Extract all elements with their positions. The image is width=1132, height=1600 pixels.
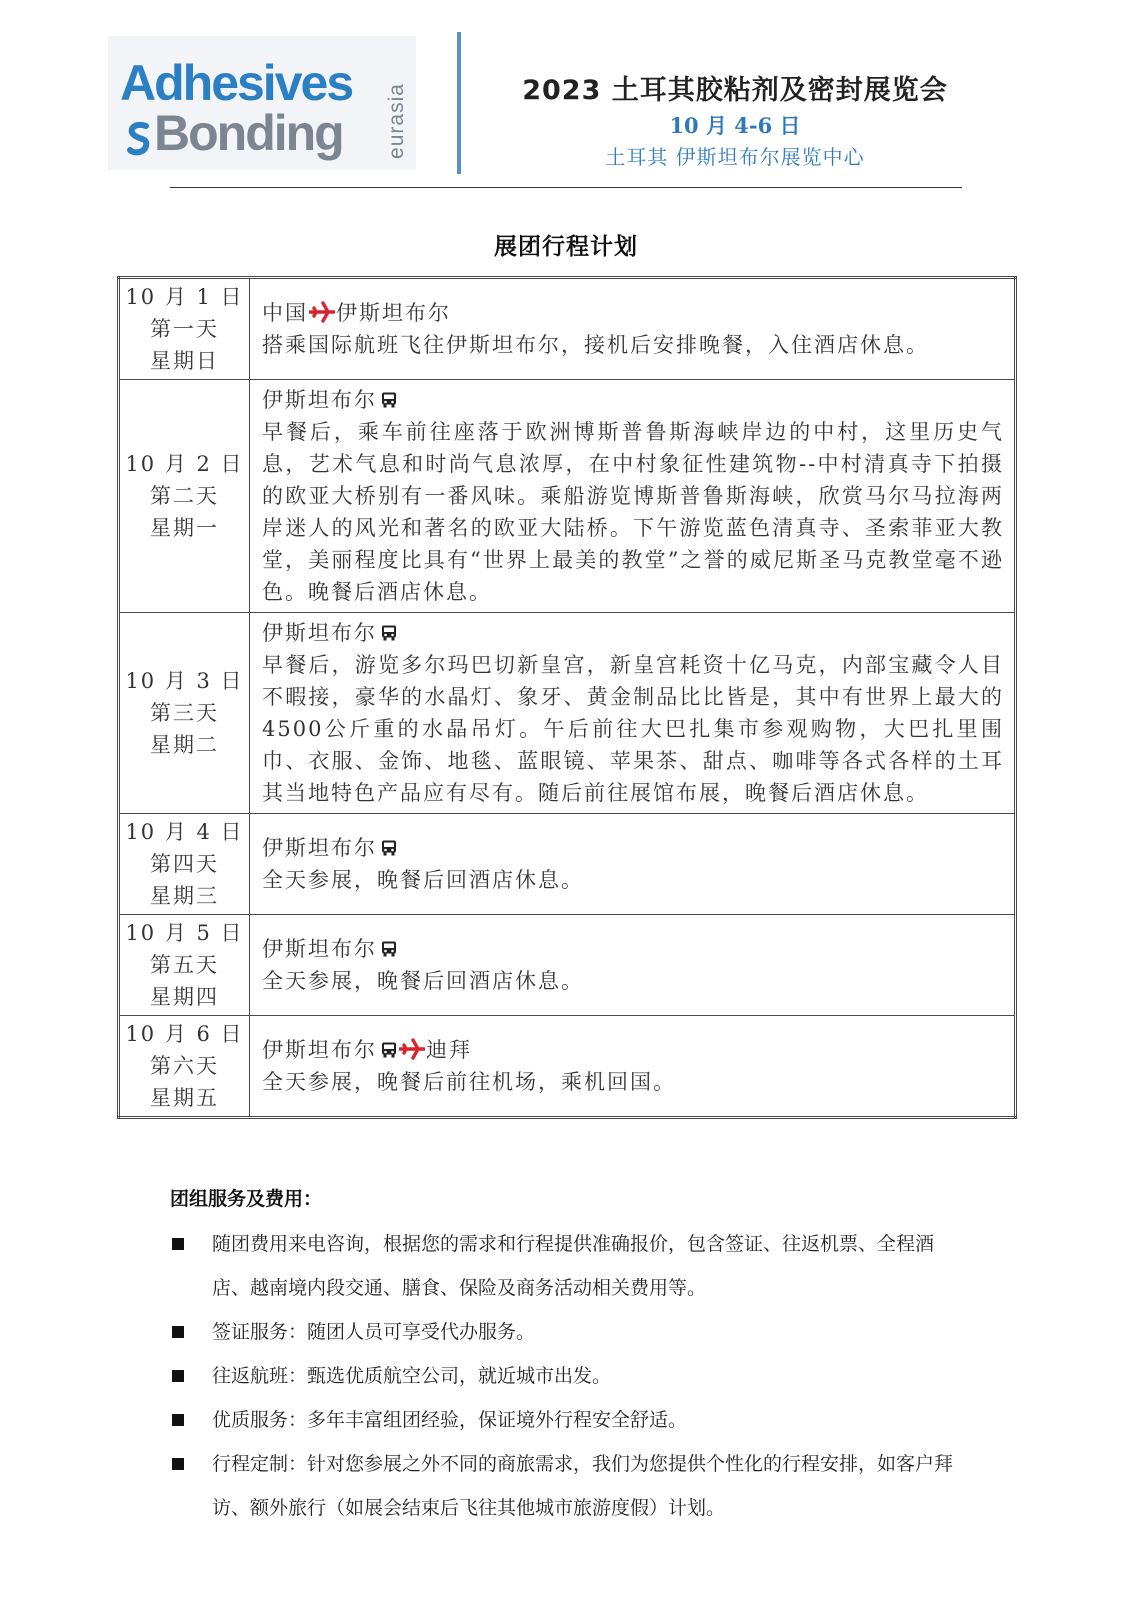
day-weekday: 星期四 — [150, 985, 219, 1009]
itinerary-row — [119, 1016, 1016, 1118]
day-description: 全天参展，晚餐后前往机场，乘机回国。 — [262, 1070, 676, 1094]
plane-icon — [309, 300, 335, 322]
square-bullet-icon — [172, 1414, 184, 1426]
day-number: 第四天 — [150, 852, 219, 876]
route-line — [262, 933, 1004, 965]
service-item — [170, 1310, 970, 1354]
day-date: 10 月 4 日 — [125, 820, 244, 844]
day-cell — [119, 814, 250, 915]
service-item — [170, 1442, 970, 1530]
services-list — [170, 1222, 970, 1530]
bus-icon — [380, 834, 398, 852]
day-date: 10 月 5 日 — [125, 921, 244, 945]
service-text: 往返航班：甄选优质航空公司，就近城市出发。 — [212, 1365, 612, 1387]
day-weekday: 星期三 — [150, 884, 219, 908]
day-description: 搭乘国际航班飞往伊斯坦布尔，接机后安排晚餐，入住酒店休息。 — [262, 333, 929, 357]
day-number: 第五天 — [150, 953, 219, 977]
header-rule — [170, 187, 962, 188]
route-from: 伊斯坦布尔 — [262, 836, 377, 860]
day-date: 10 月 6 日 — [125, 1022, 244, 1046]
day-cell — [119, 278, 250, 380]
day-cell — [119, 380, 250, 613]
description-cell — [250, 814, 1016, 915]
event-date: 10 月 4-6 日 — [669, 113, 801, 138]
service-item — [170, 1398, 970, 1442]
itinerary-table — [117, 276, 1017, 1119]
day-date: 10 月 1 日 — [125, 285, 244, 309]
day-weekday: 星期日 — [150, 349, 219, 373]
page-title: 展团行程计划 — [494, 234, 638, 260]
day-number: 第三天 — [150, 701, 219, 725]
route-to: 迪拜 — [426, 1038, 472, 1062]
day-number: 第六天 — [150, 1054, 219, 1078]
square-bullet-icon — [172, 1326, 184, 1338]
service-text: 行程定制：针对您参展之外不同的商旅需求，我们为您提供个性化的行程安排，如客户拜访、额外旅行（如展会结束后飞往其他城市旅游度假）计划。 — [212, 1453, 954, 1519]
service-text: 随团费用来电咨询，根据您的需求和行程提供准确报价，包含签证、往返机票、全程酒店、越南境内段交通、膳食、保险及商务活动相关费用等。 — [212, 1233, 935, 1299]
itinerary-row — [119, 380, 1016, 613]
day-number: 第二天 — [150, 484, 219, 508]
bus-icon — [380, 1036, 398, 1054]
route-from: 伊斯坦布尔 — [262, 388, 377, 412]
logo-word-bonding-row — [124, 105, 343, 161]
adhesives-bonding-logo — [108, 36, 416, 170]
event-title: 2023 土耳其胶粘剂及密封展览会 — [522, 75, 948, 106]
logo-swirl-icon — [126, 120, 152, 156]
route-from: 伊斯坦布尔 — [262, 1038, 377, 1062]
route-from: 中国 — [262, 301, 308, 325]
route-to: 伊斯坦布尔 — [336, 301, 451, 325]
header-divider — [457, 32, 461, 174]
day-description: 全天参展，晚餐后回酒店休息。 — [262, 868, 584, 892]
logo-word-adhesives: Adhesives — [120, 55, 353, 111]
service-item — [170, 1354, 970, 1398]
service-text: 签证服务：随团人员可享受代办服务。 — [212, 1321, 536, 1343]
day-description: 全天参展，晚餐后回酒店休息。 — [262, 969, 584, 993]
service-text: 优质服务：多年丰富组团经验，保证境外行程安全舒适。 — [212, 1409, 688, 1431]
description-cell — [250, 380, 1016, 613]
itinerary-row — [119, 814, 1016, 915]
itinerary-row — [119, 613, 1016, 814]
route-line — [262, 832, 1004, 864]
logo-word-bonding: Bonding — [154, 105, 343, 161]
description-cell — [250, 915, 1016, 1016]
description-cell — [250, 1016, 1016, 1118]
event-venue: 土耳其 伊斯坦布尔展览中心 — [605, 145, 865, 169]
service-item — [170, 1222, 970, 1310]
plane-icon — [399, 1037, 425, 1059]
description-cell — [250, 278, 1016, 380]
bus-icon — [380, 619, 398, 637]
day-number: 第一天 — [150, 317, 219, 341]
day-date: 10 月 2 日 — [125, 452, 244, 476]
day-cell — [119, 1016, 250, 1118]
day-weekday: 星期一 — [150, 516, 219, 540]
route-line — [262, 384, 1004, 416]
itinerary-row — [119, 915, 1016, 1016]
services-heading: 团组服务及费用： — [170, 1188, 323, 1210]
square-bullet-icon — [172, 1238, 184, 1250]
day-description: 早餐后，游览多尔玛巴切新皇宫，新皇宫耗资十亿马克，内部宝藏令人目不暇接，豪华的水晶灯、象牙、黄金制品比比皆是，其中有世界上最大的4500公斤重的水晶吊灯。午后前往大巴扎集市参观购物，大巴扎里围巾、衣服、金饰、地毯、蓝眼镜、苹果茶、甜点、咖啡等各式各样的土耳其当地特色产品应有尽有。随后前往展馆布展，晚餐后酒店休息。 — [262, 653, 1004, 805]
route-line — [262, 297, 1004, 329]
description-cell — [250, 613, 1016, 814]
day-cell — [119, 915, 250, 1016]
route-from: 伊斯坦布尔 — [262, 621, 377, 645]
bus-icon — [380, 386, 398, 404]
logo-vertical-word — [386, 72, 408, 170]
square-bullet-icon — [172, 1370, 184, 1382]
day-cell — [119, 613, 250, 814]
route-line — [262, 617, 1004, 649]
day-date: 10 月 3 日 — [125, 669, 244, 693]
square-bullet-icon — [172, 1458, 184, 1470]
day-weekday: 星期五 — [150, 1086, 219, 1110]
bus-icon — [380, 935, 398, 953]
logo-word-eurasia: eurasia — [385, 83, 408, 159]
day-weekday: 星期二 — [150, 733, 219, 757]
itinerary-row — [119, 278, 1016, 380]
route-from: 伊斯坦布尔 — [262, 937, 377, 961]
route-line — [262, 1034, 1004, 1066]
day-description: 早餐后，乘车前往座落于欧洲博斯普鲁斯海峡岸边的中村，这里历史气息，艺术气息和时尚气息浓厚，在中村象征性建筑物--中村清真寺下拍摄的欧亚大桥别有一番风味。乘船游览博斯普鲁斯海峡，欣赏马尔马拉海两岸迷人的风光和著名的欧亚大陆桥。下午游览蓝色清真寺、圣索菲亚大教堂，美丽程度比具有“世界上最美的教堂”之誉的威尼斯圣马克教堂毫不逊色。晚餐后酒店休息。 — [262, 420, 1004, 604]
